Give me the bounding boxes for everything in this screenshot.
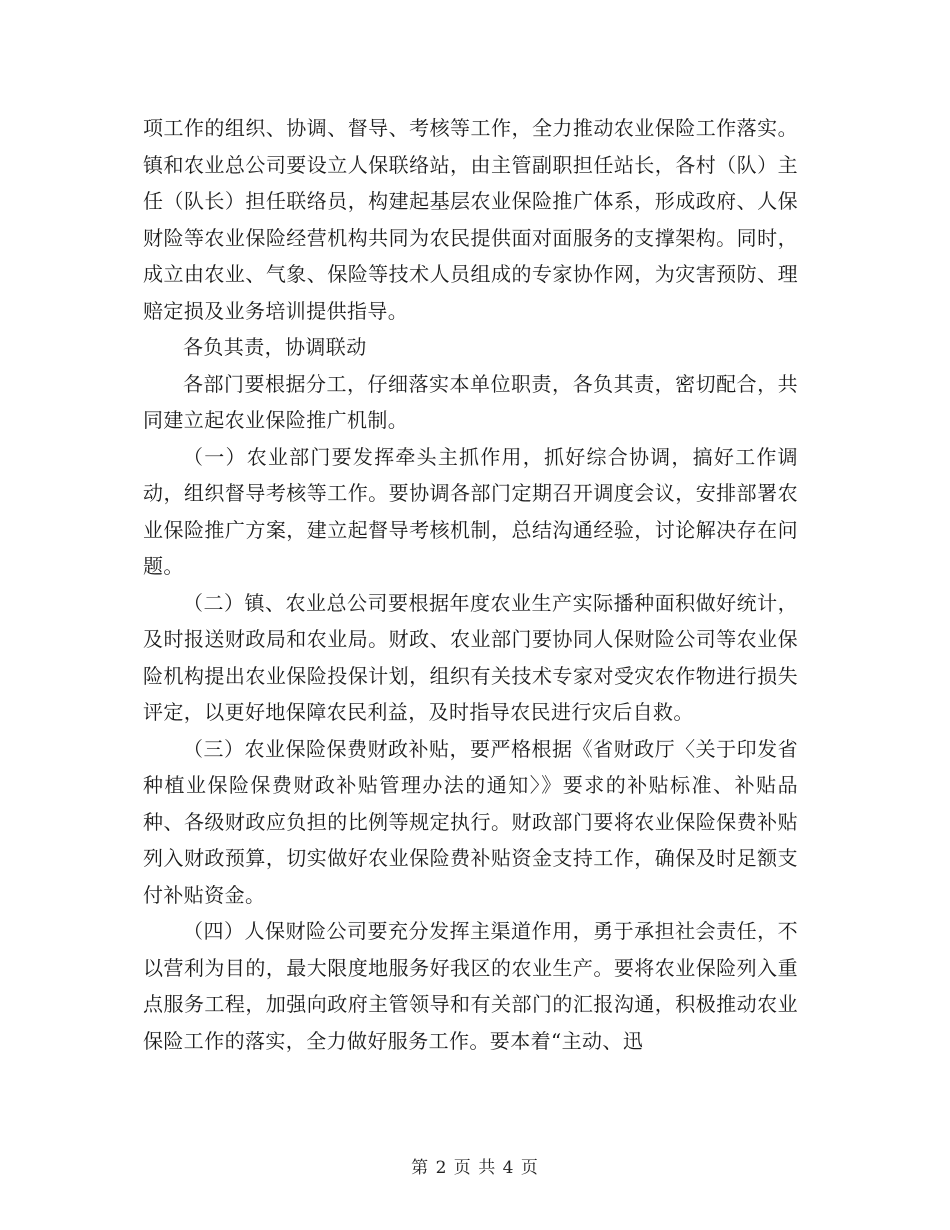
page-number-footer: 第 2 页 共 4 页 (411, 1158, 539, 1178)
paragraph-item-2: （二）镇、农业总公司要根据年度农业生产实际播种面积做好统计，及时报送财政局和农业局。财政、农业部门要协同人保财险公司等农业保险机构提出农业保险投保计划，组织有关技术专家对受灾农作物进行损失评定，以更好地保障农民利益，及时指导农民进行灾后自救。 (143, 590, 798, 724)
paragraph-continuation: 项工作的组织、协调、督导、考核等工作，全力推动农业保险工作落实。镇和农业总公司要设立人保联络站，由主管副职担任站长，各村（队）主任（队长）担任联络员，构建起基层农业保险推广体系，形成政府、人保财险等农业保险经营机构共同为农民提供面对面服务的支撑架构。同时，成立由农业、气象、保险等技术人员组成的专家协作网，为灾害预防、理赔定损及业务培训提供指导。 (143, 116, 798, 323)
paragraph-intro: 各部门要根据分工，仔细落实本单位职责，各负其责，密切配合，共同建立起农业保险推广机制。 (143, 371, 798, 432)
paragraph-item-4: （四）人保财险公司要充分发挥主渠道作用，勇于承担社会责任，不以营利为目的，最大限度地服务好我区的农业生产。要将农业保险列入重点服务工程，加强向政府主管领导和有关部门的汇报沟通，积极推动农业保险工作的落实，全力做好服务工作。要本着“主动、迅 (143, 919, 798, 1053)
paragraph-item-1: （一）农业部门要发挥牵头主抓作用，抓好综合协调，搞好工作调动，组织督导考核等工作。要协调各部门定期召开调度会议，安排部署农业保险推广方案，建立起督导考核机制，总结沟通经验，讨论解决存在问题。 (143, 444, 798, 578)
section-heading: 各负其责，协调联动 (183, 335, 367, 359)
document-body (143, 110, 798, 1059)
paragraph-item-3: （三）农业保险保费财政补贴，要严格根据《省财政厅〈关于印发省种植业保险保费财政补贴管理办法的通知〉》要求的补贴标准、补贴品种、各级财政应负担的比例等规定执行。财政部门要将农业保险保费补贴列入财政预算，切实做好农业保险费补贴资金支持工作，确保及时足额支付补贴资金。 (143, 736, 798, 907)
